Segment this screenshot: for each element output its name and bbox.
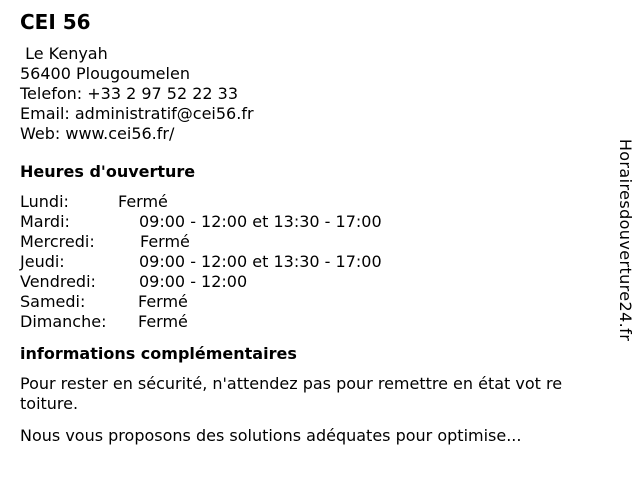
hours-row-vendredi <box>20 272 600 292</box>
site-watermark: Horairesdouverture24.fr <box>616 138 635 342</box>
info-paragraph-1: Pour rester en sécurité, n'attendez pas pour remettre en état vot re toiture. <box>20 374 563 413</box>
hours-row-mardi <box>20 212 600 232</box>
day-label: Mercredi: <box>20 232 95 251</box>
business-name: CEI 56 <box>20 10 91 34</box>
hours-row-lundi <box>20 192 600 212</box>
day-label: Dimanche: <box>20 312 107 331</box>
day-label: Mardi: <box>20 212 70 231</box>
day-hours: Fermé <box>140 232 190 251</box>
day-label: Jeudi: <box>20 252 65 271</box>
day-hours: Fermé <box>118 192 168 211</box>
website: Web: www.cei56.fr/ <box>20 124 175 143</box>
info-heading: informations complémentaires <box>20 344 297 363</box>
address-line-2: 56400 Plougoumelen <box>20 64 190 83</box>
day-hours: Fermé <box>138 312 188 331</box>
hours-row-dimanche <box>20 312 600 332</box>
hours-heading: Heures d'ouverture <box>20 162 196 181</box>
day-hours: 09:00 - 12:00 et 13:30 - 17:00 <box>139 252 382 271</box>
day-label: Samedi: <box>20 292 86 311</box>
hours-row-jeudi <box>20 252 600 272</box>
hours-row-mercredi <box>20 232 600 252</box>
phone-number: Telefon: +33 2 97 52 22 33 <box>20 84 239 103</box>
day-hours: 09:00 - 12:00 <box>139 272 248 291</box>
info-paragraph-2: Nous vous proposons des solutions adéquates pour optimise... <box>20 426 522 445</box>
hours-row-samedi <box>20 292 600 312</box>
address-line-1: Le Kenyah <box>20 44 108 63</box>
day-label: Vendredi: <box>20 272 96 291</box>
day-hours: Fermé <box>138 292 188 311</box>
hours-table <box>20 192 600 332</box>
business-card <box>20 10 600 458</box>
address-block <box>20 44 600 144</box>
email-address: Email: administratif@cei56.fr <box>20 104 254 123</box>
day-hours: 09:00 - 12:00 et 13:30 - 17:00 <box>139 212 382 231</box>
day-label: Lundi: <box>20 192 69 211</box>
